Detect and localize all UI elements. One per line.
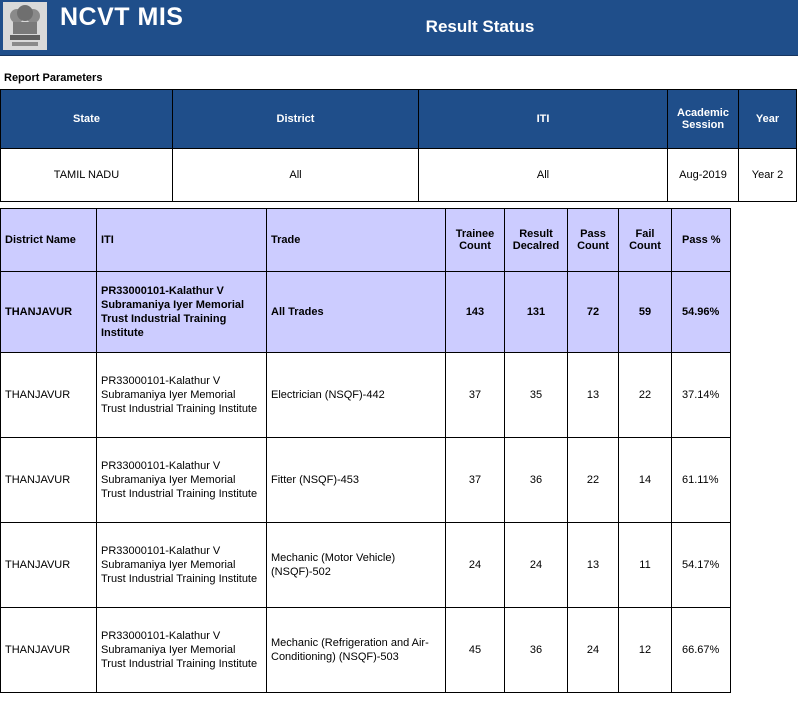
- param-header-academic-session: Academic Session: [668, 90, 739, 149]
- col-header-result-declared: Result Decalred: [505, 209, 568, 272]
- cell-pass-percent: 54.17%: [672, 523, 731, 608]
- cell-district: THANJAVUR: [1, 353, 97, 438]
- col-header-trade: Trade: [267, 209, 446, 272]
- report-parameters-label: Report Parameters: [4, 72, 103, 84]
- col-header-fail-count: Fail Count: [619, 209, 672, 272]
- param-header-year: Year: [739, 90, 797, 149]
- cell-iti: PR33000101-Kalathur V Subramaniya Iyer Memorial Trust Industrial Training Institute: [97, 438, 267, 523]
- cell-pass-percent: 54.96%: [672, 272, 731, 353]
- col-header-iti: ITI: [97, 209, 267, 272]
- cell-pass-count: 72: [568, 272, 619, 353]
- col-header-district-name: District Name: [1, 209, 97, 272]
- cell-trade: Electrician (NSQF)-442: [267, 353, 446, 438]
- cell-fail-count: 14: [619, 438, 672, 523]
- cell-trade: All Trades: [267, 272, 446, 353]
- cell-fail-count: 12: [619, 608, 672, 693]
- cell-trainee-count: 24: [446, 523, 505, 608]
- national-emblem-icon: [3, 2, 47, 50]
- param-value-academic-session: Aug-2019: [668, 149, 739, 202]
- col-header-pass-count: Pass Count: [568, 209, 619, 272]
- app-title: NCVT MIS: [60, 3, 184, 31]
- cell-district: THANJAVUR: [1, 438, 97, 523]
- cell-iti: PR33000101-Kalathur V Subramaniya Iyer Memorial Trust Industrial Training Institute: [97, 608, 267, 693]
- param-header-state: State: [1, 90, 173, 149]
- table-row: [1, 608, 731, 693]
- cell-fail-count: 22: [619, 353, 672, 438]
- page-title: Result Status: [425, 17, 535, 36]
- cell-district: THANJAVUR: [1, 272, 97, 353]
- col-header-trainee-count: Trainee Count: [446, 209, 505, 272]
- cell-result-declared: 24: [505, 523, 568, 608]
- col-header-pass-percent: Pass %: [672, 209, 731, 272]
- table-row-total: [1, 272, 731, 353]
- cell-pass-count: 13: [568, 523, 619, 608]
- table-row: [1, 438, 731, 523]
- param-value-iti: All: [419, 149, 668, 202]
- app-header: [0, 0, 798, 56]
- cell-pass-percent: 37.14%: [672, 353, 731, 438]
- cell-result-declared: 36: [505, 438, 568, 523]
- param-value-year: Year 2: [739, 149, 797, 202]
- param-header-district: District: [173, 90, 419, 149]
- cell-fail-count: 11: [619, 523, 672, 608]
- cell-trade: Mechanic (Refrigeration and Air-Conditioning) (NSQF)-503: [267, 608, 446, 693]
- param-value-district: All: [173, 149, 419, 202]
- cell-result-declared: 131: [505, 272, 568, 353]
- cell-pass-percent: 66.67%: [672, 608, 731, 693]
- cell-pass-count: 22: [568, 438, 619, 523]
- cell-trainee-count: 37: [446, 353, 505, 438]
- cell-pass-count: 24: [568, 608, 619, 693]
- param-header-iti: ITI: [419, 90, 668, 149]
- table-row: [1, 353, 731, 438]
- cell-trainee-count: 37: [446, 438, 505, 523]
- cell-iti: PR33000101-Kalathur V Subramaniya Iyer Memorial Trust Industrial Training Institute: [97, 272, 267, 353]
- cell-pass-count: 13: [568, 353, 619, 438]
- cell-result-declared: 35: [505, 353, 568, 438]
- cell-trade: Fitter (NSQF)-453: [267, 438, 446, 523]
- report-parameters-table: [0, 89, 797, 202]
- cell-pass-percent: 61.11%: [672, 438, 731, 523]
- cell-district: THANJAVUR: [1, 523, 97, 608]
- cell-trade: Mechanic (Motor Vehicle) (NSQF)-502: [267, 523, 446, 608]
- param-value-state: TAMIL NADU: [1, 149, 173, 202]
- cell-result-declared: 36: [505, 608, 568, 693]
- cell-district: THANJAVUR: [1, 608, 97, 693]
- result-status-table: [0, 208, 731, 693]
- cell-iti: PR33000101-Kalathur V Subramaniya Iyer Memorial Trust Industrial Training Institute: [97, 523, 267, 608]
- cell-trainee-count: 45: [446, 608, 505, 693]
- cell-iti: PR33000101-Kalathur V Subramaniya Iyer Memorial Trust Industrial Training Institute: [97, 353, 267, 438]
- cell-fail-count: 59: [619, 272, 672, 353]
- cell-trainee-count: 143: [446, 272, 505, 353]
- table-row: [1, 523, 731, 608]
